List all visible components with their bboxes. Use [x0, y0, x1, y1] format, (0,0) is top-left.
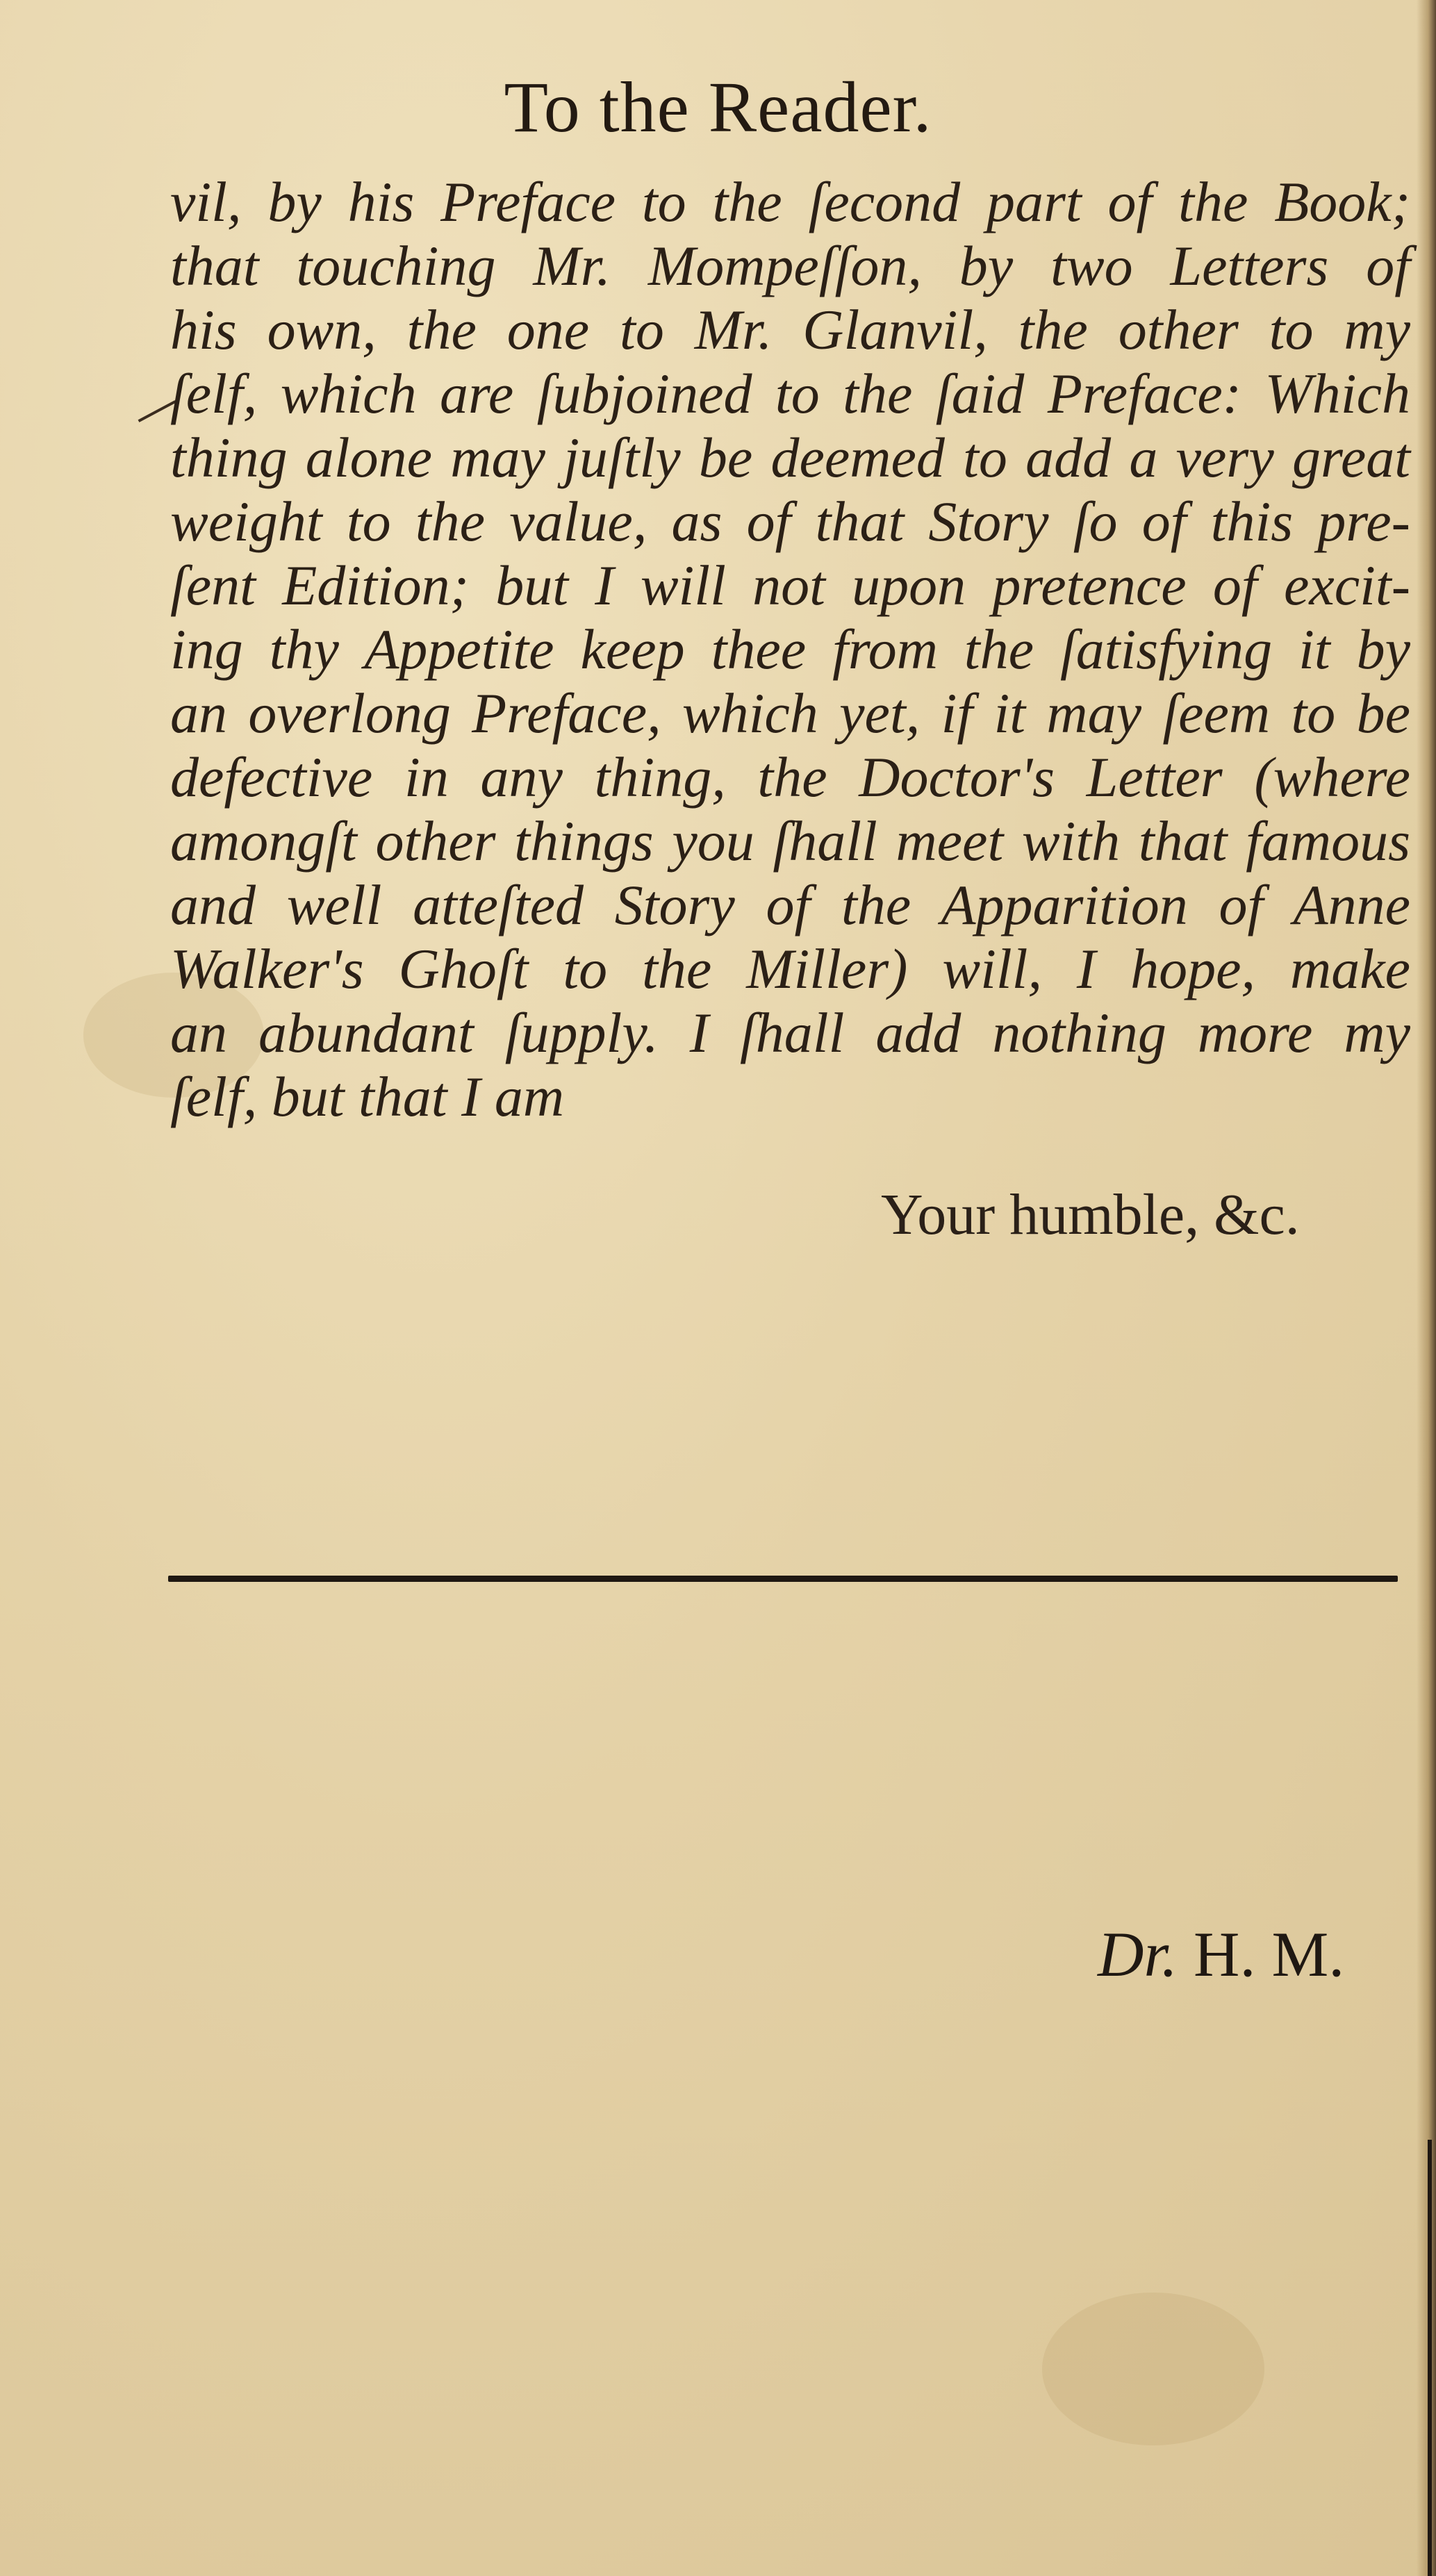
text-line: ſelf, but that I am [170, 1065, 565, 1128]
text-line: defective in any thing, the Doctor's Letter (where [170, 745, 1410, 809]
horizontal-rule [168, 1576, 1398, 1582]
text-line: Walker's Ghoſt to the Miller) will, I hope, make [170, 937, 1410, 1000]
text-line: weight to the value, as of that Story ſo of this pre- [170, 490, 1410, 553]
text-line: an abundant ſupply. I ſhall add nothing more my [170, 1001, 1410, 1064]
running-head: To the Reader. [504, 67, 932, 147]
signature [1098, 1917, 1344, 1991]
text-line: his own, the one to Mr. Glanvil, the other to my [170, 298, 1410, 361]
text-line: vil, by his Preface to the ſecond part of the Book; [170, 170, 1410, 233]
text-line: amongſt other things you ſhall meet with that famous [170, 809, 1410, 873]
signature-title: Dr. [1098, 1919, 1178, 1990]
body-text [170, 170, 1410, 1129]
text-line: that touching Mr. Mompeſſon, by two Letters of [170, 234, 1410, 297]
binding-edge [1428, 2140, 1432, 2576]
closing-salutation: Your humble, &c. [881, 1182, 1300, 1247]
paper-stain [1042, 2293, 1264, 2445]
page-edge-shadow [1417, 0, 1436, 2576]
signature-initials: H. M. [1194, 1919, 1345, 1990]
text-line: ſent Edition; but I will not upon pretence of excit- [170, 554, 1410, 617]
text-line: ing thy Appetite keep thee from the ſatisfying it by [170, 618, 1410, 681]
text-line: an overlong Preface, which yet, if it may ſeem to be [170, 682, 1410, 745]
text-line: thing alone may juſtly be deemed to add a very great [170, 426, 1410, 489]
text-line: and well atteſted Story of the Apparition of Anne [170, 873, 1410, 936]
text-line: ſelf, which are ſubjoined to the ſaid Preface: Which [170, 362, 1410, 425]
